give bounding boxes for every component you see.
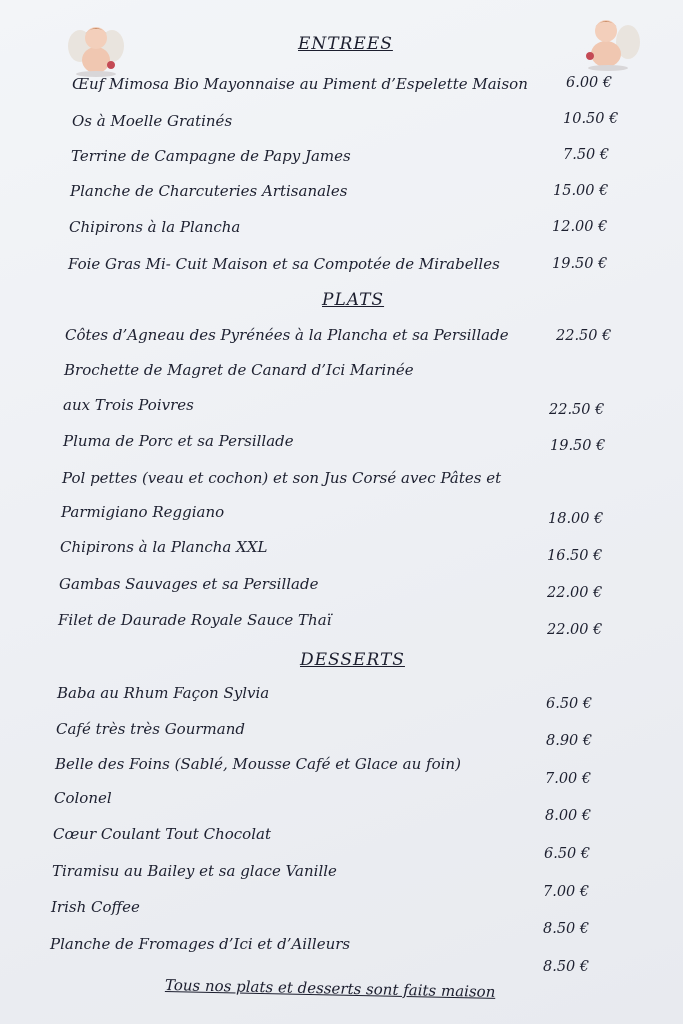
menu-item-price: 8.50 €: [543, 959, 590, 975]
menu-item-name: Terrine de Campagne de Papy James: [71, 147, 351, 165]
menu-item-price: 19.50 €: [552, 256, 608, 272]
menu-item-name: Côtes d’Agneau des Pyrénées à la Plancha et sa Persillade: [65, 326, 509, 344]
menu-item-name: Gambas Sauvages et sa Persillade: [59, 575, 319, 593]
menu-item-name-continued: aux Trois Poivres: [63, 396, 194, 414]
menu-item-price: 8.90 €: [546, 733, 593, 749]
cherub-right-icon: [580, 14, 640, 72]
menu-item-name: Os à Moelle Gratinés: [72, 112, 233, 130]
cherub-left-icon: [66, 20, 126, 78]
menu-item-name: Belle des Foins (Sablé, Mousse Café et Glace au foin): [55, 755, 461, 773]
menu-item-price: 12.00 €: [552, 219, 608, 235]
menu-item-price: 7.50 €: [563, 147, 610, 163]
menu-item-name: Chipirons à la Plancha: [69, 218, 241, 236]
menu-item-name: Filet de Daurade Royale Sauce Thaï: [58, 611, 332, 629]
menu-item-price: 8.50 €: [543, 921, 590, 937]
menu-item-name: Œuf Mimosa Bio Mayonnaise au Piment d’Espelette Maison: [72, 75, 528, 93]
menu-item-name: Pluma de Porc et sa Persillade: [63, 432, 294, 450]
section-title-entrees: ENTREES: [298, 34, 393, 54]
menu-item-price: 6.50 €: [546, 696, 593, 712]
menu-item-price: 6.50 €: [544, 846, 591, 862]
menu-item-name: Chipirons à la Plancha XXL: [60, 538, 268, 556]
menu-item-name: Brochette de Magret de Canard d’Ici Marinée: [64, 361, 414, 379]
menu-item-price: 7.00 €: [543, 884, 590, 900]
footer-note: Tous nos plats et desserts sont faits maison: [164, 976, 496, 1001]
menu-item-price: 18.00 €: [548, 511, 604, 527]
section-title-plats: PLATS: [322, 290, 385, 310]
menu-item-price: 8.00 €: [545, 808, 592, 824]
menu-item-name: Café très très Gourmand: [56, 720, 245, 738]
menu-item-name: Tiramisu au Bailey et sa glace Vanille: [52, 862, 337, 880]
menu-item-price: 19.50 €: [550, 438, 606, 454]
menu-item-name-continued: Parmigiano Reggiano: [61, 503, 225, 521]
menu-item-name: Foie Gras Mi- Cuit Maison et sa Compotée de Mirabelles: [68, 255, 500, 273]
menu-item-price: 7.00 €: [545, 771, 592, 787]
menu-item-price: 15.00 €: [553, 183, 609, 199]
menu-item-price: 10.50 €: [563, 111, 619, 127]
menu-item-name: Irish Coffee: [51, 898, 140, 916]
menu-item-price: 22.00 €: [547, 585, 603, 601]
menu-item-name: Baba au Rhum Façon Sylvia: [57, 684, 270, 702]
menu-item-name: Cœur Coulant Tout Chocolat: [53, 825, 271, 843]
menu-item-name: Planche de Charcuteries Artisanales: [70, 182, 348, 200]
menu-item-price: 16.50 €: [547, 548, 603, 564]
menu-item-price: 22.00 €: [547, 622, 603, 638]
menu-item-name: Colonel: [54, 789, 112, 807]
menu-item-price: 22.50 €: [549, 402, 605, 418]
menu-item-price: 22.50 €: [556, 328, 612, 344]
section-title-desserts: DESSERTS: [300, 650, 405, 670]
menu-item-name: Pol pettes (veau et cochon) et son Jus Corsé avec Pâtes et: [62, 469, 502, 487]
menu-item-name: Planche de Fromages d’Ici et d’Ailleurs: [50, 935, 351, 953]
menu-item-price: 6.00 €: [566, 75, 613, 91]
